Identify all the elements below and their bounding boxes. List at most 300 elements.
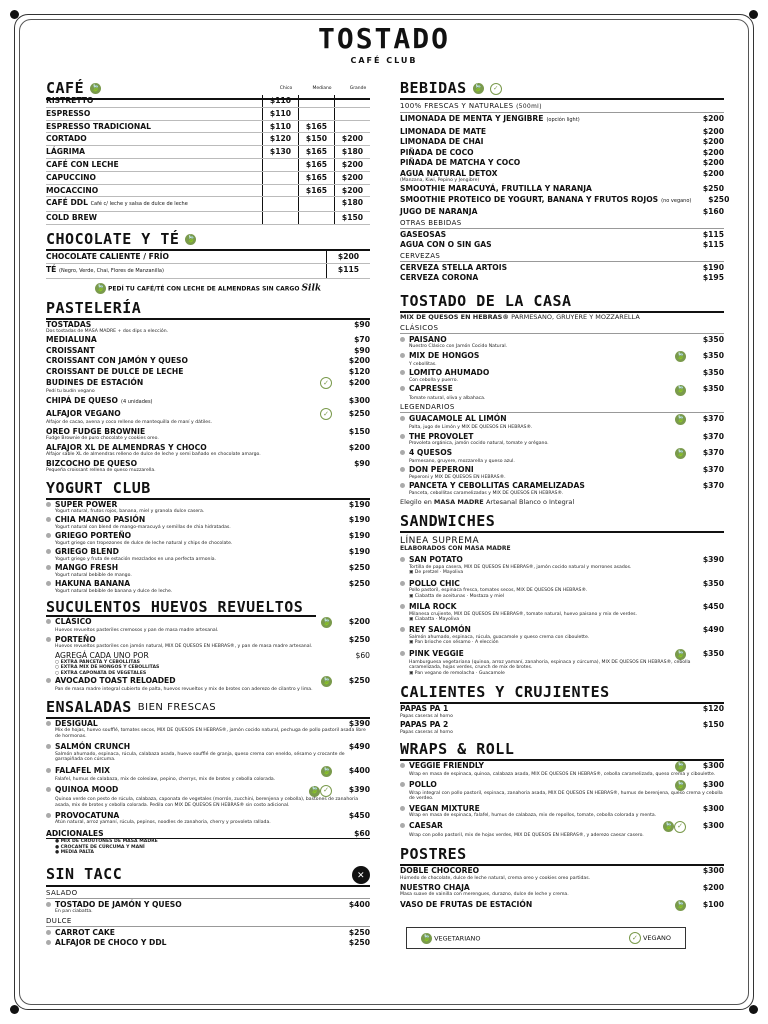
menu-item-row bbox=[46, 515, 370, 525]
item-price: $250 bbox=[348, 938, 370, 947]
item-price: $250 bbox=[708, 194, 730, 204]
menu-item-row bbox=[46, 346, 370, 356]
item-price: $300 bbox=[702, 779, 724, 789]
bullet-icon bbox=[46, 787, 51, 792]
item-name: CARROT CAKE bbox=[55, 927, 115, 937]
item-price: $190 bbox=[348, 531, 370, 541]
adicionales-title: ADICIONALES bbox=[46, 828, 104, 838]
menu-item-row bbox=[400, 230, 724, 240]
bread-choice-rest: Artesanal Blanco o Integral bbox=[485, 498, 575, 507]
item-description: Wrap con pollo pastoril, mix de hojas verdes, MIX DE QUESOS EN HEBRAS®, y aderezo caesar casero. bbox=[409, 832, 644, 838]
item-bread: ▣ Ciabatta · Mayoliva bbox=[409, 617, 460, 622]
item-price: $165 bbox=[298, 146, 334, 158]
item-name: CLÁSICO bbox=[55, 616, 92, 626]
section-title-text: BEBIDAS bbox=[400, 79, 467, 97]
menu-item-row bbox=[400, 158, 724, 168]
menu-item bbox=[400, 804, 724, 819]
item-name: SMOOTHIE MARACUYÁ, FRUTILLA Y NARANJA bbox=[400, 184, 592, 194]
item-price: $150 bbox=[334, 212, 370, 224]
vegetarian-icon: 🍃 bbox=[675, 414, 686, 425]
menu-item-row bbox=[46, 367, 370, 377]
item-name: POLLO CHIC bbox=[409, 578, 460, 588]
bullet-icon bbox=[46, 813, 51, 818]
menu-item-row bbox=[400, 625, 724, 635]
item-price: $120 bbox=[262, 133, 298, 145]
bullet-icon bbox=[400, 557, 405, 562]
item-name: CHIA MANGO PASIÓN bbox=[55, 515, 146, 525]
bullet-icon bbox=[400, 416, 405, 421]
item-description: Yogurt natural bebible de mango. bbox=[55, 572, 132, 578]
silk-logo: Silk bbox=[301, 283, 322, 294]
right-column bbox=[400, 74, 730, 949]
item-price: $120 bbox=[348, 366, 370, 376]
vegan-icon: ✓ bbox=[674, 821, 686, 833]
item-description: Yogurt natural, frutos rojos, banana, miel y granola dulce casera. bbox=[55, 509, 205, 514]
item-description: En pan ciabatta. bbox=[55, 909, 93, 915]
item-price: $390 bbox=[348, 785, 370, 795]
item-description: Pollo pastoril, espinaca fresca, tomates secos, MIX DE QUESOS EN HEBRAS®. bbox=[409, 588, 588, 594]
menu-item-row bbox=[46, 396, 370, 408]
item-name: PANCETA Y CEBOLLITAS CARAMELIZADAS bbox=[409, 481, 585, 491]
item-name: DOBLE CHOCOREO bbox=[400, 866, 480, 876]
menu-item bbox=[400, 866, 724, 881]
item-name: POLLO bbox=[409, 779, 437, 789]
corner-dot bbox=[749, 10, 758, 19]
adicionales-price: $60 bbox=[354, 828, 370, 838]
menu-item-row bbox=[400, 780, 724, 791]
section-title bbox=[46, 480, 370, 500]
menu-item-row bbox=[400, 761, 724, 772]
item-name: COLD BREW bbox=[46, 213, 98, 223]
line-subtitle: ELABORADOS CON MASA MADRE bbox=[400, 545, 511, 553]
menu-item bbox=[400, 263, 724, 273]
menu-item-row bbox=[400, 335, 724, 345]
menu-item bbox=[400, 368, 724, 383]
item-price: $350 bbox=[702, 368, 724, 378]
item-description: Panceta, cebollitas caramelizadas y MIX DE QUESOS EN HEBRAS®. bbox=[409, 490, 564, 496]
bullet-icon bbox=[400, 386, 405, 391]
item-name: AVOCADO TOAST RELOADED bbox=[55, 676, 176, 686]
vegetarian-icon: 🍃 bbox=[663, 821, 674, 832]
bebidas-size: (500ml) bbox=[516, 104, 542, 110]
menu-item bbox=[46, 356, 370, 366]
section-title-text: SANDWICHES bbox=[400, 512, 496, 531]
vegetarian-icon: 🍃 bbox=[309, 786, 320, 797]
section-title-text: SUCULENTOS HUEVOS REVUELTOS bbox=[46, 597, 304, 616]
item-price: $100 bbox=[702, 899, 724, 909]
menu-item bbox=[400, 555, 724, 575]
menu-item bbox=[400, 127, 724, 137]
item-name: RISTRETTO bbox=[46, 96, 94, 105]
cheese-mix-name: MIX DE QUESOS EN HEBRAS® bbox=[400, 312, 512, 321]
menu-item bbox=[400, 900, 724, 911]
note-text: PEDÍ TU CAFÉ/TÉ CON LECHE DE ALMENDRAS SIN CARGO bbox=[105, 285, 302, 293]
bullet-icon bbox=[400, 370, 405, 375]
item-price: $370 bbox=[702, 481, 724, 491]
item-price bbox=[334, 121, 370, 133]
menu-item-row bbox=[400, 414, 724, 425]
item-name: PIÑADA DE MATCHA Y COCO bbox=[400, 158, 521, 167]
menu-item bbox=[46, 579, 370, 594]
item-description: Milanesa crujiente, MIX DE QUESOS EN HEBRAS®, tomate natural, huevo paisano y mix de verdes. bbox=[409, 611, 638, 617]
section-title bbox=[46, 300, 370, 320]
item-description: Peperoni y MIX DE QUESOS EN HEBRAS®. bbox=[409, 474, 506, 480]
item-name: MILA ROCK bbox=[409, 602, 457, 612]
item-price: $200 bbox=[334, 185, 370, 197]
item-name: ALFAJOR XL DE ALMENDRAS Y CHOCO bbox=[46, 442, 207, 452]
item-price: $130 bbox=[262, 146, 298, 158]
menu-item bbox=[400, 465, 724, 480]
item-name: TOSTADAS bbox=[46, 319, 92, 329]
menu-item bbox=[400, 137, 724, 147]
extras-price: $60 bbox=[355, 650, 370, 660]
menu-item bbox=[46, 785, 370, 808]
menu-item-row bbox=[400, 804, 724, 814]
item-description: Yogurt griego y fruta de estación mezclados en una perfecta armonía. bbox=[55, 556, 217, 562]
item-description: Masa suave de vainilla con merengues, durazno, dulce de leche y crema. bbox=[400, 892, 569, 898]
item-price: $200 bbox=[702, 168, 724, 178]
menu-item bbox=[46, 676, 370, 693]
menu-item bbox=[46, 515, 370, 530]
menu-item-row bbox=[46, 459, 370, 469]
item-name: QUINOA MOOD bbox=[55, 785, 119, 795]
item-note: (4 unidades) bbox=[121, 398, 153, 405]
item-name: CAFÉ DDL Café c/ leche y salsa de dulce de leche bbox=[46, 198, 188, 208]
item-description: Pedí tu budín vegano bbox=[46, 389, 95, 395]
menu-item-row bbox=[46, 579, 370, 589]
item-price: $350 bbox=[702, 350, 724, 360]
item-name: CAPRESSE bbox=[409, 384, 453, 394]
menu-item bbox=[46, 320, 370, 335]
item-name: TOSTADO DE JAMÓN Y QUESO bbox=[55, 899, 182, 909]
item-price: $115 bbox=[702, 229, 724, 239]
item-price: $300 bbox=[702, 803, 724, 813]
bullet-icon bbox=[46, 533, 51, 538]
cheese-mix-detail: PARMESANO, GRUYERE Y MOZZARELLA bbox=[511, 312, 640, 321]
item-price: $165 bbox=[298, 172, 334, 184]
bullet-icon bbox=[400, 450, 405, 455]
item-description: Húmedo de chocolate, dulce de leche natural, crema oreo y cookies oreo partidas. bbox=[400, 875, 591, 881]
menu-item bbox=[400, 351, 724, 368]
item-price: $200 bbox=[702, 882, 724, 892]
item-price: $350 bbox=[702, 384, 724, 394]
item-name: CAFÉ CON LECHE bbox=[46, 159, 119, 169]
item-price: $150 bbox=[298, 133, 334, 145]
item-price: $490 bbox=[702, 625, 724, 635]
menu-item bbox=[400, 432, 724, 447]
bullet-icon bbox=[400, 483, 405, 488]
item-name: CAPUCCINO bbox=[46, 172, 96, 182]
adicional-option: ● MIX DE CROUTONES DE MASA MADRE bbox=[55, 839, 158, 845]
vegetarian-icon: 🍃 bbox=[96, 284, 105, 293]
item-description: Wrap en masa de espinaca, quinoa, calabaza asada, MIX DE QUESOS EN HEBRAS®, cebolla caramelizada, queso crema y ciboulette. bbox=[409, 772, 716, 778]
extras-title: AGREGÁ CADA UNO POR bbox=[55, 650, 149, 660]
menu-item-row bbox=[46, 719, 370, 729]
item-description: Fudge Brownie de puro chocolate y cookies oreo. bbox=[46, 436, 159, 442]
item-price: $180 bbox=[334, 146, 370, 158]
item-name: SUPER POWER bbox=[55, 499, 118, 509]
vegetarian-icon: 🍃 bbox=[675, 649, 686, 660]
section-title-text: CHOCOLATE Y TÉ bbox=[46, 229, 180, 248]
item-price: $120 bbox=[702, 704, 724, 714]
bullet-icon bbox=[46, 502, 51, 507]
bullet-icon bbox=[46, 902, 51, 907]
section-title bbox=[46, 699, 370, 719]
vegetarian-icon: 🍃 bbox=[321, 676, 332, 687]
item-price: $390 bbox=[702, 555, 724, 565]
logo-title: TOSTADO bbox=[317, 22, 450, 55]
menu-item-row bbox=[400, 169, 724, 179]
item-description: Huevos revueltos pastoriles con jamón natural, MIX DE QUESOS EN HEBRAS®, y pan de masa madre artesanal. bbox=[55, 644, 313, 650]
bullet-icon bbox=[46, 549, 51, 554]
menu-item bbox=[46, 617, 370, 634]
menu-item-row bbox=[400, 273, 724, 283]
menu-item-row bbox=[46, 408, 370, 420]
vegetarian-icon: 🍃 bbox=[675, 761, 686, 772]
menu-item-row bbox=[46, 547, 370, 557]
category-label: LEGENDARIOS bbox=[400, 403, 724, 413]
item-description: Mix de hojas, huevo soufflé, tomates secos, MIX DE QUESOS EN HEBRAS®, jamón cocido natural, pechuga de pollo pastoril asada libre de hormonas. bbox=[55, 728, 366, 739]
gluten-free-icon: ✕ bbox=[352, 866, 370, 884]
menu-item bbox=[46, 396, 370, 408]
tea-row bbox=[46, 251, 370, 264]
item-name: MANGO FRESH bbox=[55, 563, 119, 573]
menu-item bbox=[46, 635, 370, 650]
bullet-icon bbox=[46, 940, 51, 945]
menu-item-row bbox=[400, 240, 724, 250]
item-name: PAISANO bbox=[409, 334, 447, 344]
item-name: JUGO DE NARANJA bbox=[400, 207, 478, 217]
menu-item bbox=[400, 821, 724, 838]
item-description: Pequeña croissant rellena de queso muzzarella. bbox=[46, 468, 156, 474]
bebidas-subtitle: 100% FRESCAS Y NATURALES (500ml) bbox=[400, 102, 724, 113]
item-price: $165 bbox=[298, 159, 334, 171]
item-description: Yogurt griego con tropezones de dulce de leche natural y chips de chocolate. bbox=[55, 540, 233, 546]
item-description: Wrap integral con pollo pastoril, espinaca, zanahoria asada, MIX DE QUESOS EN HEBRAS®, humus de berenjena, queso crema y cebolla de verdeo. bbox=[409, 790, 723, 802]
item-description: Nuestro Clásico con Jamón Cocido Natural. bbox=[409, 344, 508, 350]
item-name: PIÑADA DE COCO bbox=[400, 147, 474, 157]
bullet-icon bbox=[400, 467, 405, 472]
section-subtitle: BIEN FRESCAS bbox=[137, 701, 217, 713]
item-price: $180 bbox=[334, 197, 370, 211]
vegetarian-icon: 🍃 bbox=[91, 84, 100, 92]
bullet-icon bbox=[400, 823, 405, 828]
menu-item-row bbox=[46, 335, 370, 345]
cheese-mix bbox=[400, 313, 724, 322]
item-name: GASEOSAS bbox=[400, 229, 447, 239]
vegetarian-icon: 🍃 bbox=[321, 617, 332, 628]
item-note: (no vegano) bbox=[661, 197, 692, 204]
item-name: DESIGUAL bbox=[55, 718, 98, 728]
vegetarian-icon: 🍃 bbox=[186, 234, 196, 243]
item-description: Tomate natural, oliva y albahaca. bbox=[409, 395, 486, 401]
bullet-icon bbox=[400, 651, 405, 656]
category-label: DULCE bbox=[46, 917, 370, 927]
menu-item bbox=[400, 207, 724, 217]
bullet-icon bbox=[46, 678, 51, 683]
almond-milk-note bbox=[46, 283, 370, 294]
item-name: ESPRESSO TRADICIONAL bbox=[46, 121, 151, 131]
menu-item bbox=[46, 563, 370, 578]
menu-item bbox=[400, 448, 724, 465]
item-description: Salmón ahumado, espinaca, rúcula, calabaza asada, huevo soufflé de granja, queso crema con eneldo, sésamo y crocante de garrapiñada con cúrcuma. bbox=[55, 751, 345, 763]
menu-item-row bbox=[400, 207, 724, 217]
vegetarian-icon: 🍃 bbox=[321, 766, 332, 777]
item-description: Con cebolla y puerro. bbox=[409, 377, 458, 383]
section-title-text: ENSALADAS bbox=[46, 697, 132, 716]
category-label: CERVEZAS bbox=[400, 252, 724, 262]
item-price: $370 bbox=[702, 465, 724, 475]
bullet-icon bbox=[400, 627, 405, 632]
size-label: Mediano bbox=[312, 86, 332, 91]
left-column bbox=[46, 74, 370, 949]
item-name: AGUA CON O SIN GAS bbox=[400, 240, 492, 250]
menu-item-row bbox=[400, 900, 724, 911]
item-description: Huevos revueltos pasteriles cremosos y pan de masa madre artesanal. bbox=[55, 628, 219, 634]
menu-item bbox=[400, 649, 724, 676]
item-description: Parmesano, gruyere, mozzarella y queso azul. bbox=[409, 458, 515, 464]
item-price: $115 bbox=[702, 240, 724, 250]
menu-item-row bbox=[400, 448, 724, 459]
menu-item-row bbox=[400, 148, 724, 158]
item-name: CERVEZA STELLA ARTOIS bbox=[400, 262, 508, 272]
menu-item-row bbox=[46, 785, 370, 797]
menu-item-row bbox=[400, 465, 724, 475]
menu-item bbox=[46, 742, 370, 762]
section-title-text: TOSTADO DE LA CASA bbox=[400, 291, 572, 310]
section-title bbox=[400, 741, 724, 761]
item-price bbox=[298, 212, 334, 224]
item-name: LIMONADA DE MATE bbox=[400, 126, 487, 136]
item-price: $90 bbox=[354, 345, 370, 355]
item-price: $70 bbox=[354, 335, 370, 345]
menu-item-row bbox=[46, 427, 370, 437]
item-price: $400 bbox=[348, 899, 370, 909]
item-name: THE PROVOLET bbox=[409, 431, 474, 441]
item-name: VEGGIE FRIENDLY bbox=[409, 761, 485, 770]
menu-item-row bbox=[400, 194, 730, 207]
item-price: $250 bbox=[348, 634, 370, 644]
item-price: $250 bbox=[348, 579, 370, 589]
item-description: Café c/ leche y salsa de dulce de leche bbox=[90, 201, 188, 208]
item-price: $190 bbox=[348, 547, 370, 557]
menu-item bbox=[400, 335, 724, 350]
item-description: Yogurt natural bebible de banana y dulce de leche. bbox=[55, 588, 173, 594]
menu-item bbox=[400, 230, 724, 240]
item-description: Alfajor de cacao, avena y coco relleno de mantequilla de maní y dátiles. bbox=[46, 420, 212, 426]
size-label: Chico bbox=[279, 86, 293, 91]
vegetarian-icon: 🍃 bbox=[675, 780, 686, 791]
category-label: OTRAS BEBIDAS bbox=[400, 219, 724, 229]
menu-item-row bbox=[400, 184, 724, 194]
vegan-icon: ✓ bbox=[320, 408, 332, 420]
menu-item bbox=[400, 761, 724, 778]
bread-choice-bold: MASA MADRE bbox=[433, 498, 486, 507]
section-title bbox=[400, 513, 724, 533]
item-price: $300 bbox=[702, 761, 724, 770]
item-description: Tortilla de papa casera, MIX DE QUESOS EN HEBRAS®, jamón cocido natural y morrones asados. bbox=[409, 564, 632, 570]
menu-item-row bbox=[400, 368, 724, 378]
item-price: $165 bbox=[298, 121, 334, 133]
item-description: Dos tostadas de MASA MADRE + dos dips a elección. bbox=[46, 329, 169, 335]
menu-item bbox=[46, 408, 370, 425]
corner-dot bbox=[10, 1005, 19, 1014]
line-title: LÍNEA SUPREMA bbox=[400, 536, 480, 547]
item-price bbox=[334, 95, 370, 107]
item-description: Falafel, humus de calabaza, mix de colesiaw, pepino, cherrys, mix de brotes y cebolla colorada. bbox=[55, 776, 276, 782]
vegetarian-icon: 🍃 bbox=[675, 351, 686, 362]
item-name: SALMÓN CRUNCH bbox=[55, 742, 131, 752]
item-price: $200 bbox=[702, 147, 724, 157]
bullet-icon bbox=[46, 721, 51, 726]
menu-item-row bbox=[46, 938, 370, 948]
bullet-icon bbox=[400, 581, 405, 586]
menu-item-row bbox=[400, 263, 724, 273]
coffee-row bbox=[46, 159, 370, 172]
item-name: ALFAJOR DE CHOCO Y DDL bbox=[55, 938, 167, 947]
menu-item bbox=[400, 158, 724, 168]
menu-item bbox=[400, 114, 724, 126]
item-price: $200 bbox=[334, 159, 370, 171]
coffee-row bbox=[46, 121, 370, 134]
item-description: Hamburguesa vegetariana (quinoa, arroz yamaní, zanahoria, espinaca y cúrcuma), MIX DE QUESOS EN HEBRAS®, cebolla caramelizada, hojas verdes, crunch de mix de brotes. bbox=[409, 659, 691, 671]
item-name: BIZCOCHO DE QUESO bbox=[46, 458, 138, 468]
bullet-icon bbox=[46, 565, 51, 570]
item-price: $190 bbox=[702, 262, 724, 272]
item-price: $370 bbox=[702, 431, 724, 441]
menu-item bbox=[46, 928, 370, 938]
item-price: $450 bbox=[348, 810, 370, 820]
menu-item-row bbox=[400, 555, 724, 565]
coffee-row bbox=[46, 197, 370, 212]
menu-item bbox=[46, 531, 370, 546]
menu-item-row bbox=[400, 432, 724, 442]
menu-item-row bbox=[46, 742, 370, 752]
item-note: (opción light) bbox=[546, 117, 580, 123]
section-title bbox=[400, 293, 724, 313]
item-description: Yogurt natural con blend de mango-maracuyá y semillas de chia hidratadas. bbox=[55, 524, 231, 530]
section-title bbox=[46, 231, 370, 251]
item-price: $200 bbox=[348, 377, 370, 387]
menu-item bbox=[400, 414, 724, 431]
item-name: CROISSANT CON JAMÓN Y QUESO bbox=[46, 356, 188, 366]
menu-item-row bbox=[46, 377, 370, 389]
item-price: $370 bbox=[702, 447, 724, 457]
item-price: $115 bbox=[326, 264, 370, 278]
menu-item bbox=[46, 811, 370, 826]
item-name: SAN POTATO bbox=[409, 555, 463, 565]
menu-item bbox=[46, 459, 370, 474]
diet-legend bbox=[406, 927, 686, 949]
item-price: $200 bbox=[334, 172, 370, 184]
item-name: GRIEGO BLEND bbox=[55, 547, 119, 557]
item-price: $150 bbox=[348, 426, 370, 436]
item-price: $190 bbox=[348, 515, 370, 525]
vegetarian-icon: 🍃 bbox=[473, 84, 483, 92]
menu-item bbox=[400, 720, 724, 735]
extra-option: ○ EXTRA CAPONATA DE VEGETALES bbox=[55, 670, 147, 676]
item-price: $200 bbox=[348, 356, 370, 366]
menu-item bbox=[400, 625, 724, 645]
menu-item-row bbox=[400, 114, 724, 126]
bullet-icon bbox=[46, 744, 51, 749]
bullet-icon bbox=[46, 619, 51, 624]
section-title bbox=[400, 846, 724, 866]
menu-item-row bbox=[400, 883, 724, 893]
menu-item bbox=[400, 169, 724, 184]
menu-item-row bbox=[46, 356, 370, 366]
legend-veg bbox=[421, 933, 481, 944]
